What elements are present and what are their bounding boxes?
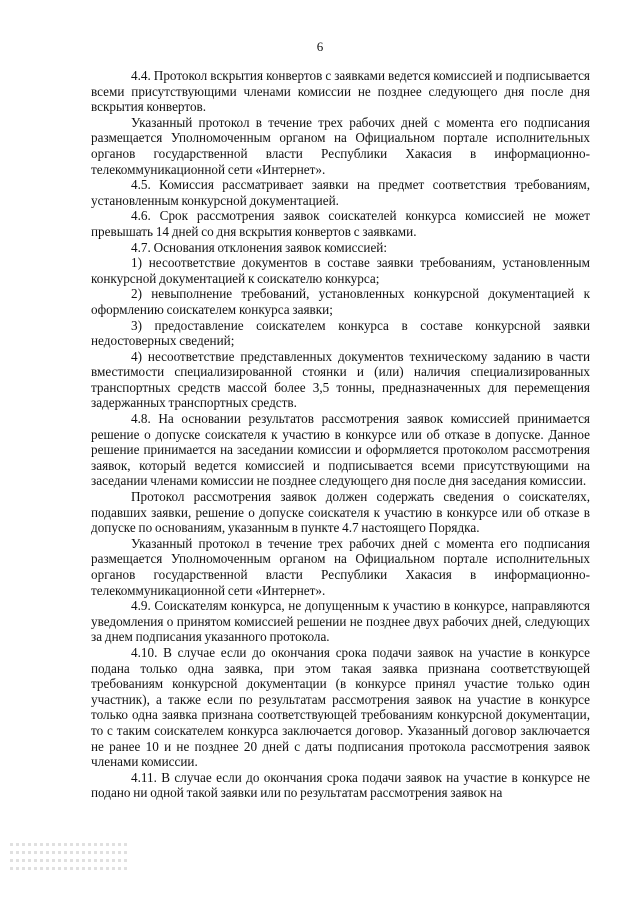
paragraph-protocol-publication-2: Указанный протокол в течение трех рабочих дней с момента его подписания размещается Уполномоченным органом на Официальном портале исполнительных органов государственной власти Республики Хакасия в информационно-телекоммуникационной сети «Интернет».: [91, 535, 590, 598]
paragraph-4-5: 4.5. Комиссия рассматривает заявки на предмет соответствия требованиям, установленным конкурсной документацией.: [91, 177, 590, 208]
paragraph-4-6: 4.6. Срок рассмотрения заявок соискателей конкурса комиссией не может превышать 14 дней со дня вскрытия конвертов с заявками.: [91, 208, 590, 239]
paragraph-4-8: 4.8. На основании результатов рассмотрения заявок комиссией принимается решение о допуске соискателя к участию в конкурсе или об отказе в допуске. Данное решение принимается на заседании комиссии и оформляется протоколом рассмотрения заявок, который ведется комиссией и подписывается всеми присутствующими на заседании членами комиссии не позднее следующего дня после дня заседания комиссии.: [91, 411, 590, 489]
list-item-1: 1) несоответствие документов в составе заявки требованиям, установленным конкурсной документацией к соискателю конкурса;: [91, 255, 590, 286]
paragraph-4-11: 4.11. В случае если до окончания срока подачи заявок на участие в конкурсе не подано ни одной такой заявки или по результатам рассмотрения заявок на: [91, 769, 590, 801]
list-item-2: 2) невыполнение требований, установленных конкурсной документацией к оформлению соискателем конкурса заявки;: [91, 286, 590, 317]
paragraph-4-9: 4.9. Соискателям конкурса, не допущенным к участию в конкурсе, направляются уведомления о принятом комиссией решении не позднее двух рабочих дней, следующих за днем подписания указанного протокола.: [91, 598, 590, 645]
paragraph-4-10: 4.10. В случае если до окончания срока подачи заявок на участие в конкурсе подана только одна заявка, при этом такая заявка признана соответствующей требованиям конкурсной документации (в конкурсе принял участие только один участник), а также если по результатам рассмотрения заявок на участие в конкурсе только одна заявка признана соответствующей требованиям конкурсной документации, то с таким соискателем конкурса заключается договор. Указанный договор заключается не ранее 10 и не позднее 20 дней с даты подписания протокола рассмотрения заявок членами комиссии.: [91, 644, 590, 770]
paragraph-protocol-content: Протокол рассмотрения заявок должен содержать сведения о соискателях, подавших заявки, решение о допуске соискателя к участию в конкурсе или об отказе в допуске по основаниям, указанным в пункте 4.7 настоящего Порядка.: [91, 489, 590, 536]
document-body: [91, 68, 590, 801]
page-number: 6: [316, 39, 324, 54]
faint-stamp-mark: [10, 838, 130, 878]
paragraph-protocol-publication: Указанный протокол в течение трех рабочих дней с момента его подписания размещается Уполномоченным органом на Официальном портале исполнительных органов государственной власти Республики Хакасия в информационно-телекоммуникационной сети «Интернет».: [91, 114, 590, 177]
list-item-3: 3) предоставление соискателем конкурса в составе конкурсной заявки недостоверных сведений;: [91, 317, 590, 349]
list-item-4: 4) несоответствие представленных документов техническому заданию в части вместимости специализированной стоянки и (или) наличия специализированных транспортных средств массой более 3,5 тонны, предназначенных для перемещения задержанных транспортных средств.: [91, 348, 590, 411]
paragraph-4-4: 4.4. Протокол вскрытия конвертов с заявками ведется комиссией и подписывается всеми присутствующими членами комиссии не позднее следующего дня после дня вскрытия конвертов.: [91, 68, 590, 115]
paragraph-4-7: 4.7. Основания отклонения заявок комиссией:: [131, 239, 388, 255]
